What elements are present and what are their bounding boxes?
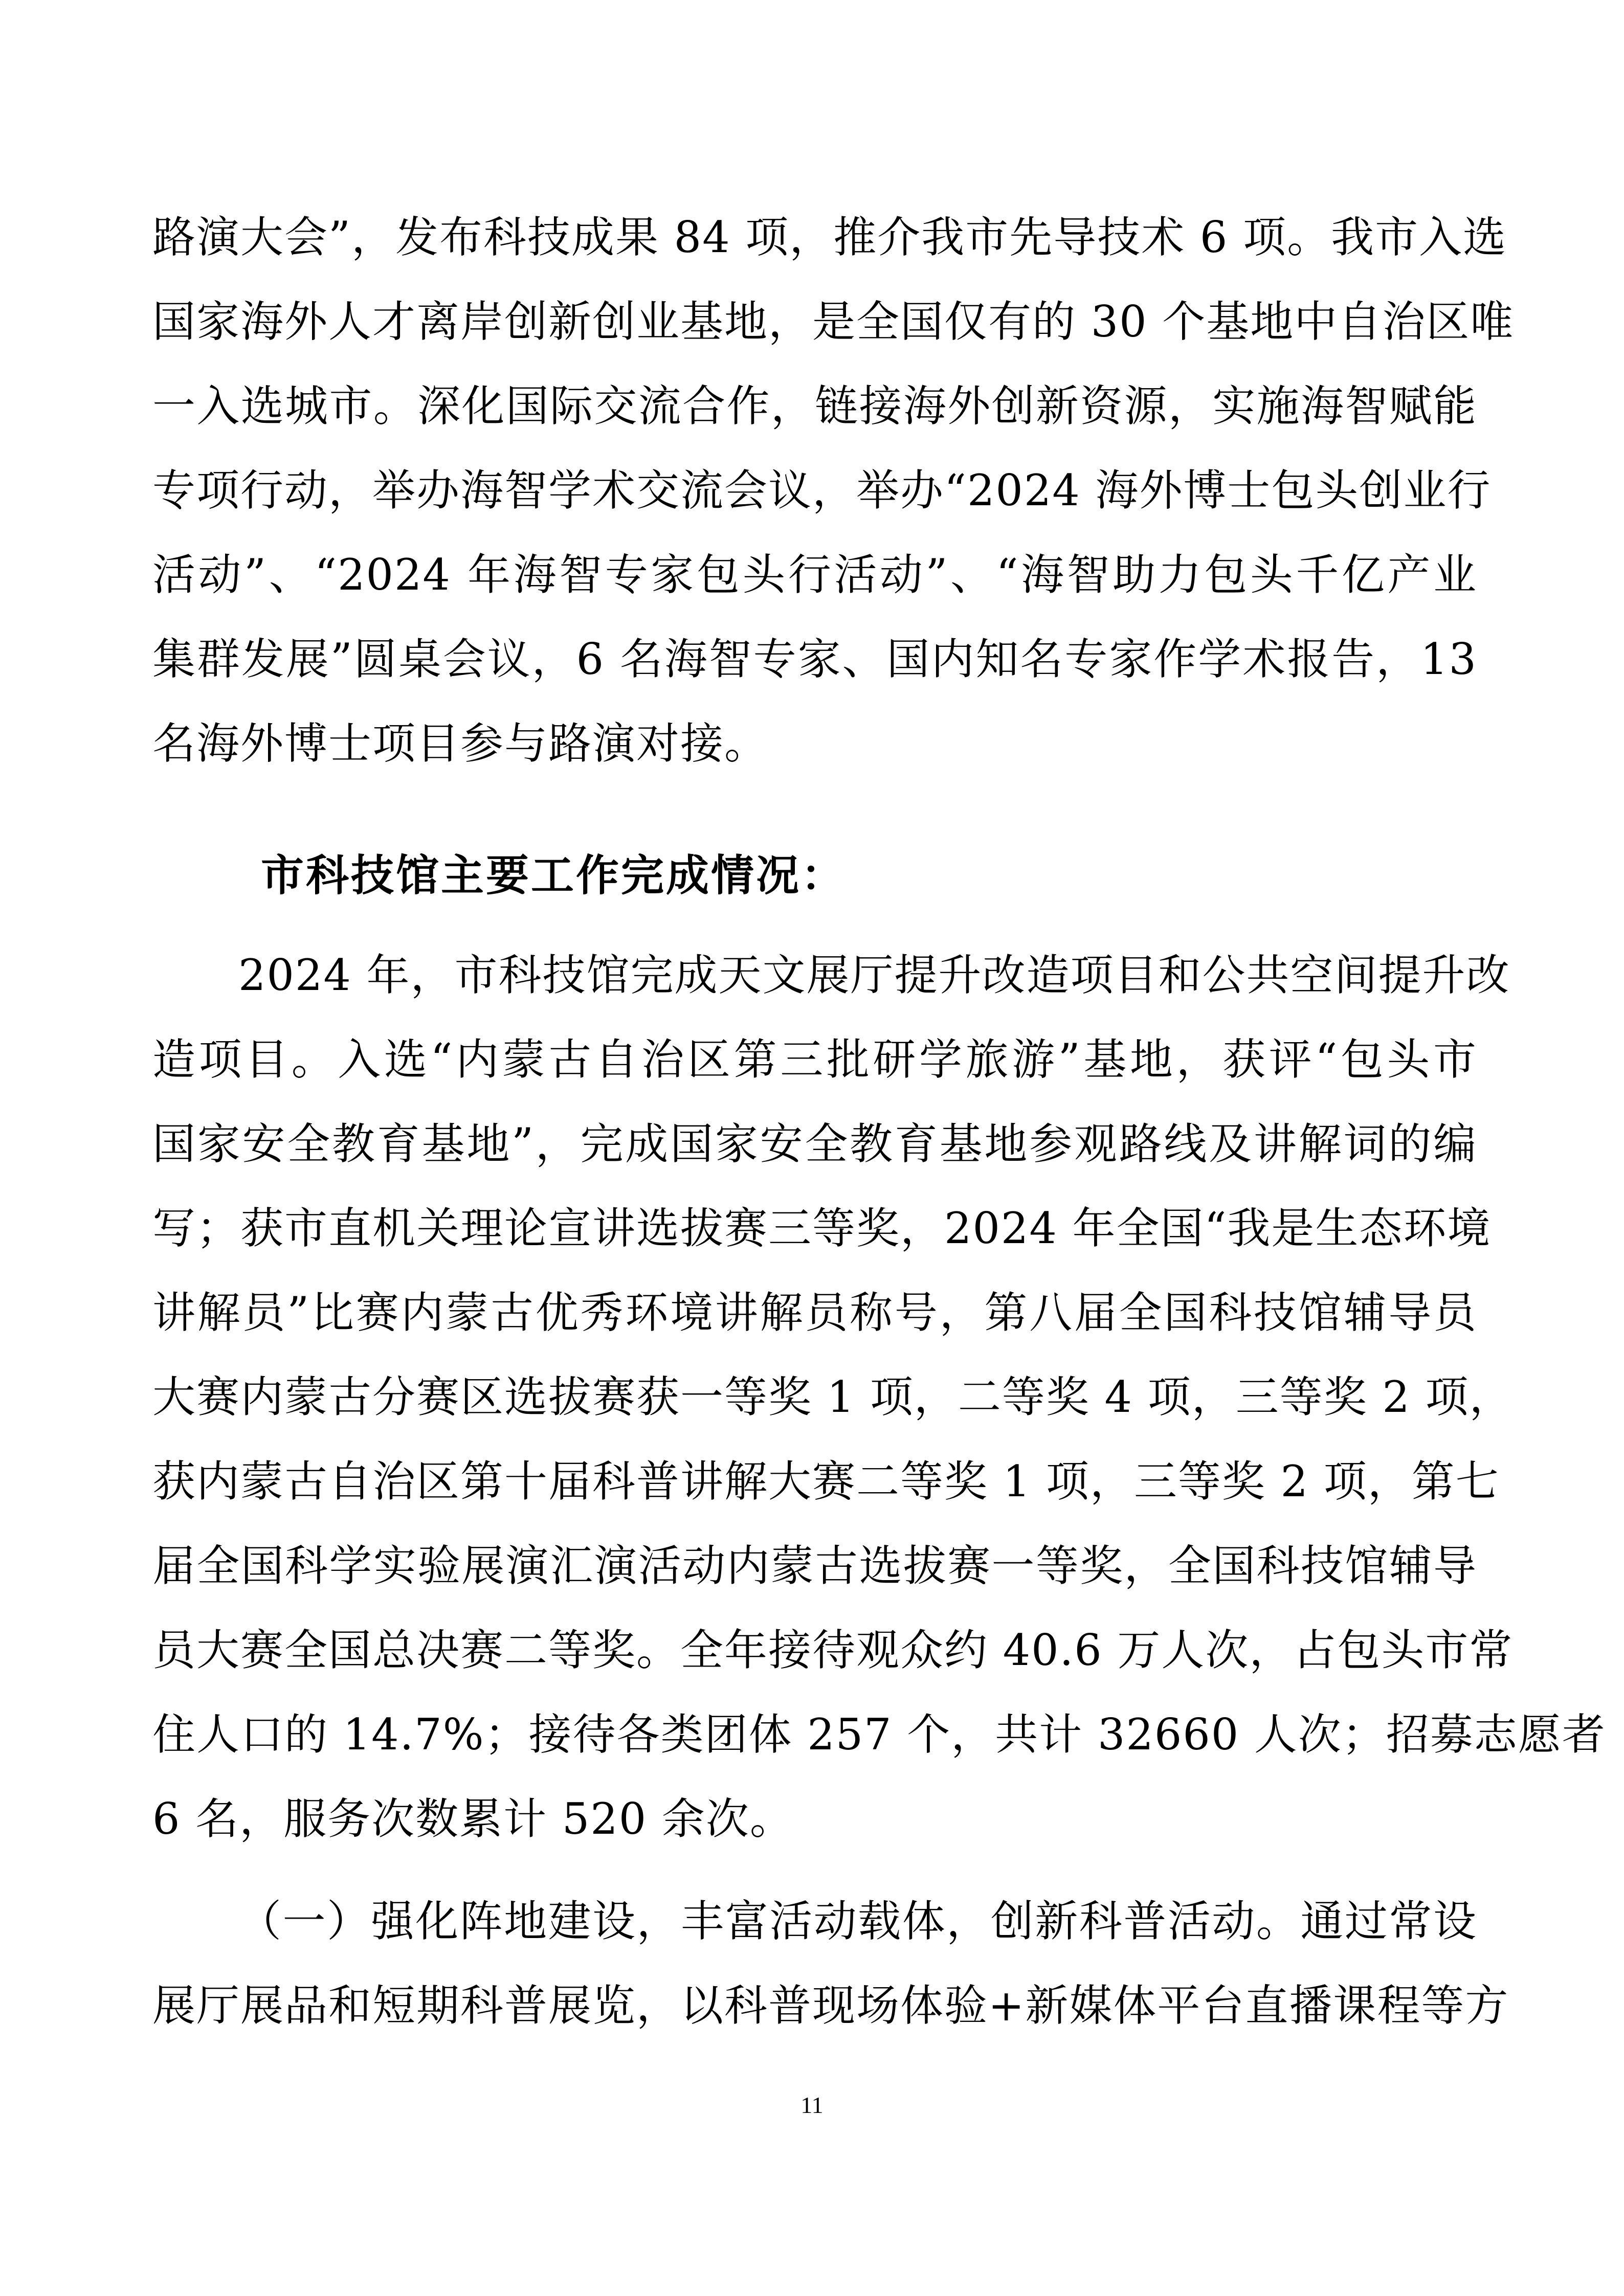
text-line: 写；获市直机关理论宣讲选拔赛三等奖，2024 年全国“我是生态环境 xyxy=(152,1203,1492,1253)
text-line: 一入选城市。深化国际交流合作，链接海外创新资源，实施海智赋能 xyxy=(152,381,1477,431)
text-line: 国家海外人才离岸创新创业基地，是全国仅有的 30 个基地中自治区唯 xyxy=(152,297,1515,347)
paragraph-intro xyxy=(152,195,1515,786)
text-line: 名海外博士项目参与路演对接。 xyxy=(152,718,769,769)
text-line: 展厅展品和短期科普展览，以科普现场体验+新媒体平台直播课程等方 xyxy=(152,1980,1509,2031)
text-line: 住人口的 14.7%；接待各类团体 257 个，共计 32660 人次；招募志愿者 xyxy=(152,1709,1606,1760)
section-heading: 市科技馆主要工作完成情况： xyxy=(261,850,847,901)
paragraph-museum xyxy=(152,933,1606,1861)
text-line: 造项目。入选“内蒙古自治区第三批研学旅游”基地，获评“包头市 xyxy=(152,1034,1477,1085)
text-line: 集群发展”圆桌会议，6 名海智专家、国内知名专家作学术报告，13 xyxy=(152,634,1477,684)
text-line: 讲解员”比赛内蒙古优秀环境讲解员称号，第八届全国科技馆辅导员 xyxy=(152,1288,1477,1338)
text-line: 届全国科学实验展演汇演活动内蒙古选拔赛一等奖，全国科技馆辅导 xyxy=(152,1541,1477,1591)
text-line: 活动”、“2024 年海智专家包头行活动”、“海智助力包头千亿产业 xyxy=(152,550,1477,600)
page-number: 11 xyxy=(800,2092,824,2118)
text-line: 2024 年，市科技馆完成天文展厅提升改造项目和公共空间提升改 xyxy=(238,950,1510,1000)
paragraph-item-one xyxy=(152,1879,1509,2048)
text-line: 员大赛全国总决赛二等奖。全年接待观众约 40.6 万人次，占包头市常 xyxy=(152,1625,1514,1675)
text-line: 专项行动，举办海智学术交流会议，举办“2024 海外博士包头创业行 xyxy=(152,465,1492,515)
text-line: 路演大会”，发布科技成果 84 项，推介我市先导技术 6 项。我市入选 xyxy=(152,212,1507,262)
text-line: 国家安全教育基地”，完成国家安全教育基地参观路线及讲解词的编 xyxy=(152,1119,1477,1169)
text-line: 获内蒙古自治区第十届科普讲解大赛二等奖 1 项，三等奖 2 项，第七 xyxy=(152,1456,1500,1506)
text-line: 大赛内蒙古分赛区选拔赛获一等奖 1 项，二等奖 4 项，三等奖 2 项， xyxy=(152,1372,1514,1422)
text-line: 6 名，服务次数累计 520 余次。 xyxy=(152,1794,794,1844)
text-line: （一）强化阵地建设，丰富活动载体，创新科普活动。通过常设 xyxy=(238,1896,1477,1946)
